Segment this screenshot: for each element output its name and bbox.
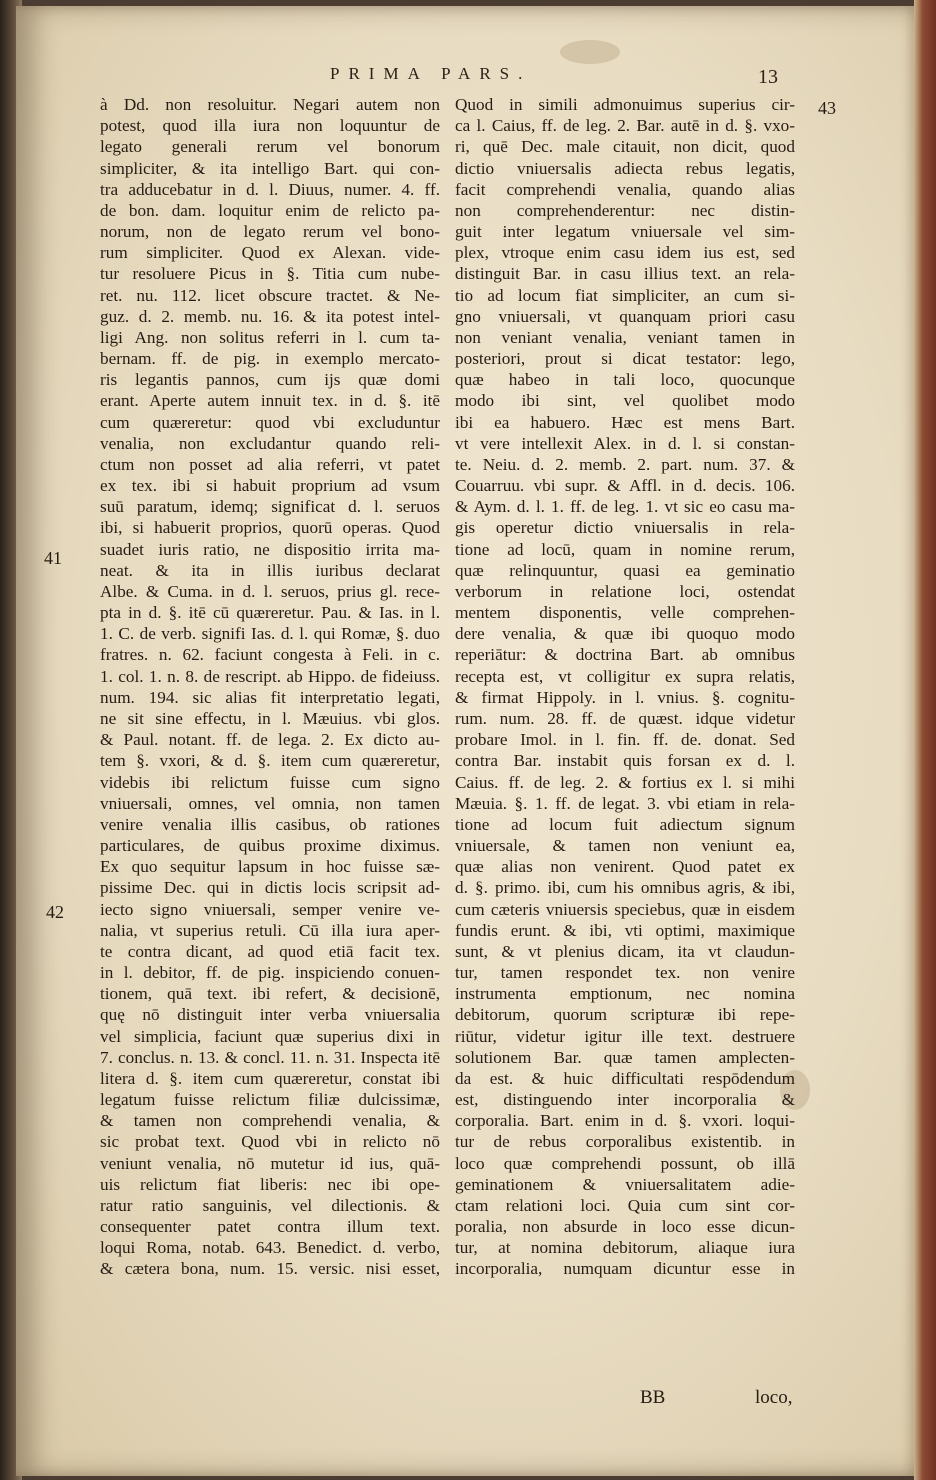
text-line: ibi ea habuero. Hæc est mens Bart. bbox=[455, 412, 795, 432]
text-line: sunt, & vt plenius dicam, ita vt claudun- bbox=[455, 941, 795, 961]
text-line: verborum in relatione loci, ostendat bbox=[455, 581, 795, 601]
text-line: pta in d. §. itē cū quæreretur. Pau. & Ias. in l. bbox=[100, 603, 440, 623]
text-line: ca l. Caius, ff. de leg. 2. Bar. autē in d. §. vxo- bbox=[455, 116, 795, 136]
text-line: neat. & ita in illis iuribus declarat bbox=[100, 560, 440, 580]
text-line: fratres. n. 62. faciunt congesta à Feli. in c. bbox=[100, 645, 440, 665]
text-line: est, distinguendo inter incorporalia & bbox=[455, 1090, 795, 1110]
text-line: quæ relinquuntur, quasi ea geminatio bbox=[455, 560, 795, 580]
text-line: venire venalia illis casibus, ob rationes bbox=[100, 814, 440, 834]
text-line: erant. Aperte autem innuit tex. in d. §. itē bbox=[100, 391, 440, 411]
text-line: tur, at nomina debitorum, aliaque iura bbox=[455, 1238, 795, 1258]
text-line: tionem, quā text. ibi refert, & decisionē, bbox=[100, 984, 440, 1004]
text-line: te contra dicant, ad quod etiā facit tex. bbox=[100, 941, 440, 961]
text-line: solutionem Bar. quæ tamen amplecten- bbox=[455, 1047, 795, 1067]
text-line: & tamen non comprehendi venalia, & bbox=[100, 1111, 440, 1131]
left-text-column bbox=[100, 94, 440, 1280]
text-line: quæ alias non venirent. Quod patet ex bbox=[455, 857, 795, 877]
text-line: Caius. ff. de leg. 2. & fortius ex l. si mihi bbox=[455, 772, 795, 792]
text-line: ris legantis pannos, cum ijs quæ domi bbox=[100, 370, 440, 390]
right-text-column bbox=[455, 94, 795, 1280]
text-line: ctam relationi loci. Quia cum sint cor- bbox=[455, 1195, 795, 1215]
text-line: distinguit Bar. in casu illius text. an rela- bbox=[455, 264, 795, 284]
text-line: corporalia. Bart. enim in d. §. vxori. loqui- bbox=[455, 1111, 795, 1131]
text-line: ne sit sine effectu, in l. Mæuius. vbi glos. bbox=[100, 708, 440, 728]
catchword: loco, bbox=[755, 1387, 793, 1408]
marginal-number: 41 bbox=[44, 548, 62, 568]
text-line: tem §. vxori, & d. §. item cum quæreretur, bbox=[100, 751, 440, 771]
text-line: quæ habeo in tali loco, quocunque bbox=[455, 370, 795, 390]
page-header bbox=[60, 64, 820, 94]
text-line: suadet iuris ratio, ne dispositio irrita ma- bbox=[100, 539, 440, 559]
text-line: guit inter legatum vniuersale vel sim- bbox=[455, 222, 795, 242]
paper-stain bbox=[560, 40, 620, 64]
text-line: loco quæ comprehendi possunt, ob illā bbox=[455, 1153, 795, 1173]
text-line: non veniant venalia, veniant tamen in bbox=[455, 327, 795, 347]
text-line: te. Neiu. d. 2. memb. 2. part. num. 37. & bbox=[455, 454, 795, 474]
text-line: ri, quē Dec. male citauit, non dicit, quod bbox=[455, 137, 795, 157]
text-line: veniunt venalia, nō mutetur id ius, quā- bbox=[100, 1153, 440, 1173]
text-line: d. §. primo. ibi, cum his omnibus agris, & ibi, bbox=[455, 878, 795, 898]
text-line: ret. nu. 112. licet obscure tractet. & Ne- bbox=[100, 285, 440, 305]
text-line: tione ad locū, quam in nomine rerum, bbox=[455, 539, 795, 559]
text-line: num. 194. sic alias fit interpretatio legati, bbox=[100, 687, 440, 707]
text-line: tur, tamen respondet tex. non venire bbox=[455, 963, 795, 983]
text-line: vniuersali, omnes, vel omnia, non tamen bbox=[100, 793, 440, 813]
signature-mark: BB bbox=[640, 1387, 666, 1408]
text-line: cum quæreretur: quod vbi excluduntur bbox=[100, 412, 440, 432]
text-line: & firmat Hippoly. in l. vnius. §. cognitu- bbox=[455, 687, 795, 707]
text-line: à Dd. non resoluitur. Negari autem non bbox=[100, 95, 440, 114]
text-line: cum cæteris vniuersis speciebus, quæ in eisdem bbox=[455, 899, 795, 919]
text-line: probare Imol. in l. fin. ff. de. donat. Sed bbox=[455, 730, 795, 750]
text-line: & cætera bona, num. 15. versic. nisi esset, bbox=[100, 1259, 440, 1279]
text-line: dictio vniuersalis adiecta rebus legatis, bbox=[455, 158, 795, 178]
text-line: reperiātur: & doctrina Bart. ab omnibus bbox=[455, 645, 795, 665]
text-line: tur de rebus corporalibus existentib. in bbox=[455, 1132, 795, 1152]
text-line: & Aym. d. l. 1. ff. de leg. 1. vt sic eo casu ma- bbox=[455, 497, 795, 517]
text-line: ibi, si habuerit proprios, quorū operas. Quod bbox=[100, 518, 440, 538]
text-line: Quod in simili admonuimus superius cir- bbox=[455, 95, 795, 114]
text-line: contra Bar. instabit quis forsan ex d. l. bbox=[455, 751, 795, 771]
text-line: venalia, non excludantur quando reli- bbox=[100, 433, 440, 453]
text-line: plex, vtroque enim casu idem ius est, sed bbox=[455, 243, 795, 263]
text-line: fundis erunt. & ibi, vti optimi, maximique bbox=[455, 920, 795, 940]
text-line: 1. C. de verb. signifi Ias. d. l. qui Romæ, §. duo bbox=[100, 624, 440, 644]
text-line: Ex quo sequitur lapsum in hoc fuisse sæ- bbox=[100, 857, 440, 877]
text-line: potest, quod illa iura non loquuntur de bbox=[100, 116, 440, 136]
running-title: PRIMA PARS. bbox=[330, 64, 532, 83]
text-line: vt vere intellexit Alex. in d. l. si constan- bbox=[455, 433, 795, 453]
text-line: rum simpliciter. Quod ex Alexan. vide- bbox=[100, 243, 440, 263]
text-line: 7. conclus. n. 13. & concl. 11. n. 31. Inspecta itē bbox=[100, 1047, 440, 1067]
text-line: tra adducebatur in d. l. Diuus, numer. 4. ff. bbox=[100, 179, 440, 199]
text-line: consequenter patet contra illum text. bbox=[100, 1217, 440, 1237]
text-line: videbis ibi relictum fuisse cum signo bbox=[100, 772, 440, 792]
text-line: posteriori, prout si dicat testator: lego, bbox=[455, 349, 795, 369]
text-line: modo ibi sint, vel quolibet modo bbox=[455, 391, 795, 411]
marginal-number: 42 bbox=[46, 902, 64, 922]
text-line: de bon. dam. loquitur enim de relicto pa- bbox=[100, 200, 440, 220]
text-line: legato generali rerum vel bonorum bbox=[100, 137, 440, 157]
text-line: ctum non posset ad alia referri, vt patet bbox=[100, 454, 440, 474]
text-line: vniuersale, & tamen non veniunt ea, bbox=[455, 836, 795, 856]
text-line: quę nō distinguit inter verba vniuersalia bbox=[100, 1005, 440, 1025]
text-line: pissime Dec. qui in dictis locis scripsit ad- bbox=[100, 878, 440, 898]
text-line: Albe. & Cuma. in d. l. seruos, prius gl. rece- bbox=[100, 581, 440, 601]
text-line: recepta est, vt colligitur ex supra relatis, bbox=[455, 666, 795, 686]
text-line: geminationem & vniuersalitatem adie- bbox=[455, 1174, 795, 1194]
text-line: nalia, vt superius retuli. Cū illa iura aper- bbox=[100, 920, 440, 940]
text-line: tur resoluere Picus in §. Titia cum nube- bbox=[100, 264, 440, 284]
text-line: incorporalia, numquam dicuntur esse in bbox=[455, 1259, 795, 1279]
text-line: non comprehenderentur: nec distin- bbox=[455, 200, 795, 220]
text-line: Mæuia. §. 1. ff. de legat. 3. vbi etiam in rela- bbox=[455, 793, 795, 813]
text-line: tio ad locum fiat simpliciter, an cum si- bbox=[455, 285, 795, 305]
text-line: mentem disponentis, velle comprehen- bbox=[455, 603, 795, 623]
text-line: riūtur, videtur igitur ille text. destruere bbox=[455, 1026, 795, 1046]
text-line: norum, non de legato rerum vel bono- bbox=[100, 222, 440, 242]
text-line: rum. num. 28. ff. de quæst. idque videtur bbox=[455, 708, 795, 728]
text-line: vel simplicia, faciunt quæ superius dixi in bbox=[100, 1026, 440, 1046]
text-line: tione ad locum fuit adiectum signum bbox=[455, 814, 795, 834]
text-line: ex tex. ibi si habuit proprium ad vsum bbox=[100, 476, 440, 496]
text-line: uis relictum fiat liberis: nec ibi ope- bbox=[100, 1174, 440, 1194]
text-line: particulares, de quibus proxime diximus. bbox=[100, 836, 440, 856]
text-line: poralia, non absurde in loco esse dicun- bbox=[455, 1217, 795, 1237]
text-line: ligi Ang. non solitus referri in l. cum ta- bbox=[100, 327, 440, 347]
text-line: in l. debitor, ff. de pig. inspiciendo conuen- bbox=[100, 963, 440, 983]
text-line: facit comprehendi venalia, quando alias bbox=[455, 179, 795, 199]
page-number: 13 bbox=[758, 66, 778, 88]
text-line: litera d. §. item cum quæreretur, constat ibi bbox=[100, 1068, 440, 1088]
text-line: debitorum, quorum scripturæ ibi repe- bbox=[455, 1005, 795, 1025]
text-line: iecto signo vniuersali, semper venire ve- bbox=[100, 899, 440, 919]
text-line: loqui Roma, notab. 643. Benedict. d. verbo, bbox=[100, 1238, 440, 1258]
text-line: bernam. ff. de pig. in exemplo mercato- bbox=[100, 349, 440, 369]
text-line: legatum fuisse relictum filiæ dulcissimæ, bbox=[100, 1090, 440, 1110]
text-line: & Paul. notant. ff. de lega. 2. Ex dicto au- bbox=[100, 730, 440, 750]
text-line: gis operetur dictio vniuersalis in rela- bbox=[455, 518, 795, 538]
text-line: dere venalia, & quæ ibi quoquo modo bbox=[455, 624, 795, 644]
text-line: Couarruu. vbi supr. & Affl. in d. decis. 106. bbox=[455, 476, 795, 496]
text-line: simpliciter, & ita intelligo Bart. qui con- bbox=[100, 158, 440, 178]
text-line: ratur ratio sanguinis, vel dilectionis. & bbox=[100, 1195, 440, 1215]
text-line: suū paratum, idemq; significat d. l. seruos bbox=[100, 497, 440, 517]
marginal-number: 43 bbox=[818, 98, 836, 118]
text-line: 1. col. 1. n. 8. de rescript. ab Hippo. de fideiuss. bbox=[100, 666, 440, 686]
text-line: gno vniuersali, vt quanquam priori casu bbox=[455, 306, 795, 326]
text-line: guz. d. 2. memb. nu. 16. & ita potest intel- bbox=[100, 306, 440, 326]
page-edge-red bbox=[914, 0, 936, 1480]
text-line: instrumenta emptionum, nec nomina bbox=[455, 984, 795, 1004]
text-line: sic probat text. Quod vbi in relicto nō bbox=[100, 1132, 440, 1152]
text-line: da est. & huic difficultati respōdendum bbox=[455, 1068, 795, 1088]
